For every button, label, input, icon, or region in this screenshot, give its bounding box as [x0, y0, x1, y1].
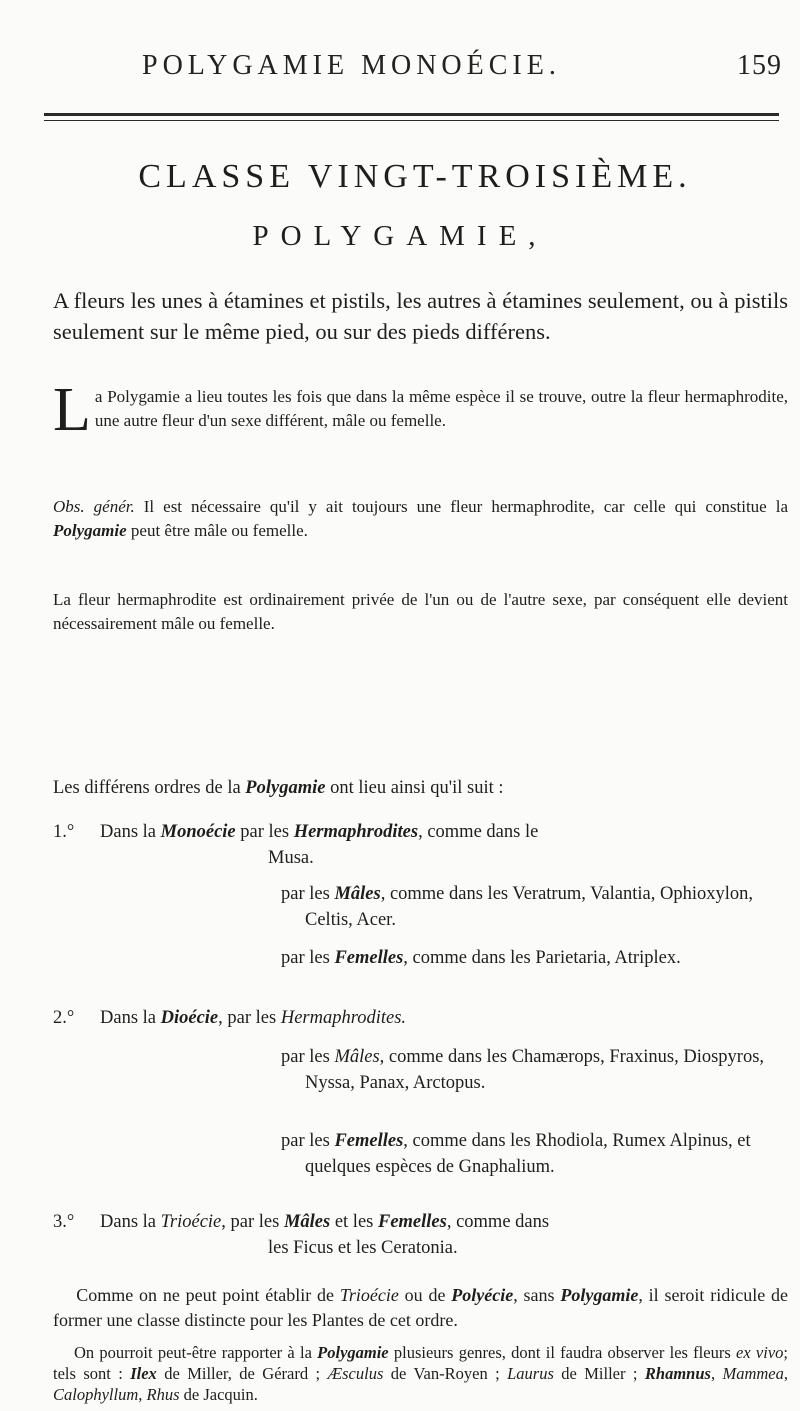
class-definition: A fleurs les unes à étamines et pistils, les autres à étamines seulement, ou à pistils seulement sur le même pied, ou sur des pieds différens. — [53, 288, 788, 344]
class-title: CLASSE VINGT-TROISIÈME. — [138, 158, 692, 195]
paragraph-definition-text: a Polygamie a lieu toutes les fois que dans la même espèce il se trouve, outre la fleur hermaphrodite, une autre fleur d'un sexe différent, mâle ou femelle. — [94, 387, 788, 430]
running-title: POLYGAMIE MONOÉCIE. — [142, 50, 561, 81]
order-2-number: 2.° — [53, 1008, 75, 1028]
order-3-number: 3.° — [53, 1212, 75, 1232]
order-1-continuation: Musa. — [268, 848, 314, 868]
header-rule-thick — [44, 113, 779, 116]
order-1-males: par les Mâles, comme dans les Veratrum, Valantia, Ophioxylon, Celtis, Acer. — [281, 884, 754, 930]
paragraph-hermaphrodite: La fleur hermaphrodite est ordinairement privée de l'un ou de l'autre sexe, par conséquent elle devient nécessairement mâle ou femelle. — [53, 590, 788, 633]
obs-label: Obs. génér. — [53, 497, 135, 516]
header-rule-thin — [44, 120, 779, 121]
order-3-continuation: les Ficus et les Ceratonia. — [268, 1238, 458, 1258]
order-1-number: 1.° — [53, 822, 75, 842]
order-2-males: par les Mâles, comme dans les Chamærops, Fraxinus, Diospyros, Nyssa, Panax, Arctopus. — [281, 1047, 765, 1093]
running-head — [142, 50, 782, 82]
order-3-heading: Dans la Trioécie, par les Mâles et les Femelles, comme dans — [100, 1212, 550, 1232]
paragraph-observation: Obs. génér. Il est nécessaire qu'il y ait toujours une fleur hermaphrodite, car celle qui constitue la Polygamie peut être mâle ou femelle. — [53, 497, 788, 540]
page-number: 159 — [737, 50, 782, 81]
drop-cap: L — [53, 376, 91, 444]
order-2-females: par les Femelles, comme dans les Rhodiola, Rumex Alpinus, et quelques espèces de Gnaphalium. — [281, 1131, 751, 1177]
orders-lead: Les différens ordres de la Polygamie ont lieu ainsi qu'il suit : — [53, 778, 504, 798]
order-1-heading: Dans la Monoécie par les Hermaphrodites, comme dans le — [100, 822, 539, 842]
paragraph-genres: On pourroit peut-être rapporter à la Polygamie plusieurs genres, dont il faudra observer les fleurs ex vivo; tels sont : Ilex de Miller, de Gérard ; Æsculus de Van-Royen ; Laurus de Miller ; Rhamnus, Mammea, Calophyllum, Rhus de Jacquin. — [53, 1343, 788, 1404]
order-1-females: par les Femelles, comme dans les Parietaria, Atriplex. — [281, 948, 681, 968]
class-name: POLYGAMIE, — [252, 220, 548, 252]
order-2-heading: Dans la Dioécie, par les Hermaphrodites. — [100, 1008, 407, 1028]
paragraph-definition — [53, 376, 788, 444]
paragraph-trioecie: Comme on ne peut point établir de Trioécie ou de Polyécie, sans Polygamie, il seroit ridicule de former une classe distincte pour les Plantes de cet ordre. — [53, 1285, 789, 1330]
